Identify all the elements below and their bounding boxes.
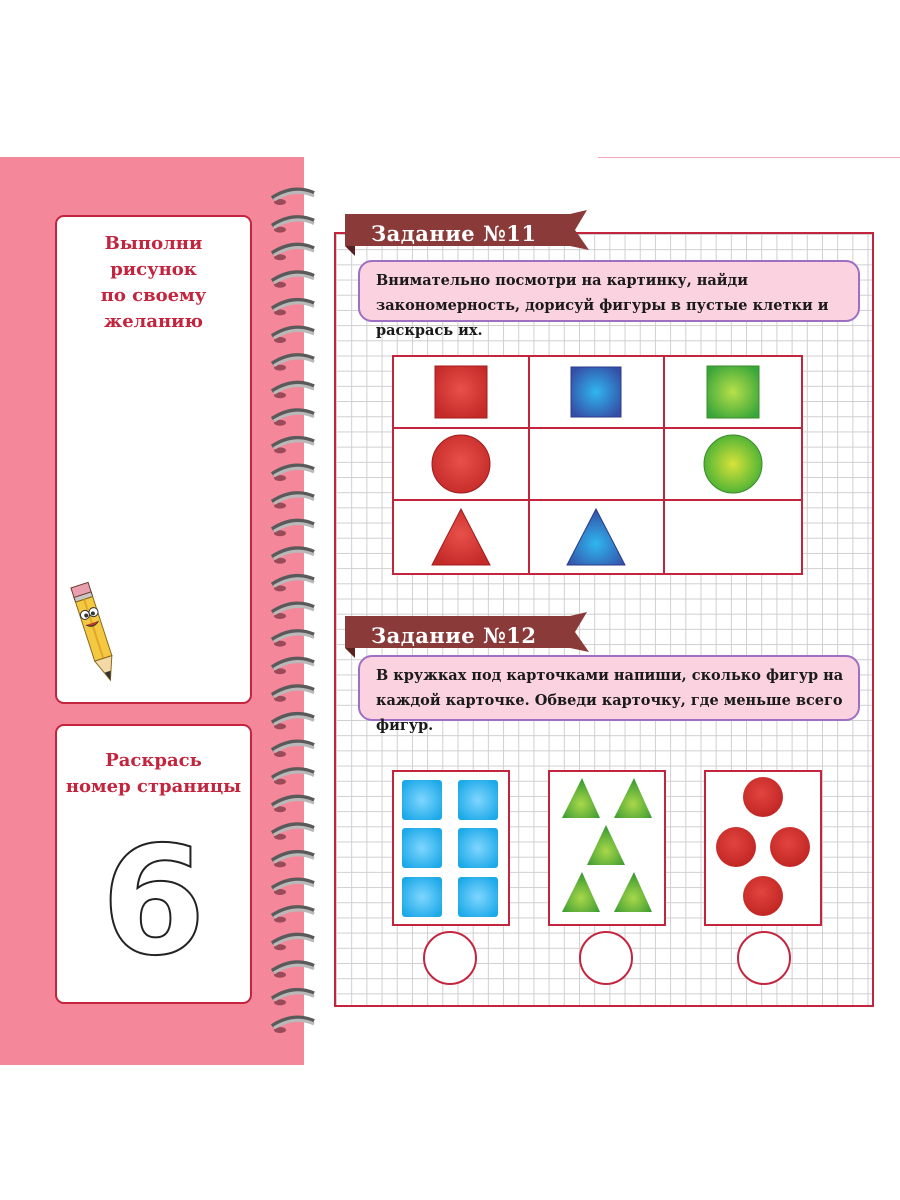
spiral-ring	[272, 852, 314, 868]
task12-card-circles[interactable]	[704, 770, 822, 926]
spiral-ring	[272, 548, 314, 564]
top-rule	[598, 157, 900, 158]
spiral-ring	[272, 272, 314, 288]
spiral-ring	[272, 603, 314, 619]
spiral-ring	[272, 217, 314, 233]
spiral-ring	[272, 189, 314, 205]
task11-instruction: Внимательно посмотри на картинку, найди закономерность, дорисуй фигуры в пустые клетки и раскрась их.	[358, 260, 860, 322]
task11-ribbon	[345, 210, 590, 260]
task11-cell-r2c2-empty[interactable]	[530, 429, 666, 501]
spiral-ring	[272, 686, 314, 702]
card-triangles-art	[550, 772, 664, 924]
spiral-ring	[272, 493, 314, 509]
green-square-icon	[703, 362, 763, 422]
answer-circle-squares[interactable]	[423, 931, 477, 985]
spiral-ring	[272, 300, 314, 316]
task11-cell-r3c3-empty[interactable]	[665, 501, 801, 573]
spiral-ring	[272, 327, 314, 343]
task11-cell-r1c2	[530, 357, 666, 429]
spiral-ring	[272, 659, 314, 675]
task12-card-triangles[interactable]	[548, 770, 666, 926]
spiral-ring	[272, 383, 314, 399]
task12-title: Задание №12	[371, 623, 537, 648]
red-circle-icon	[429, 432, 493, 496]
spiral-ring	[272, 935, 314, 951]
answer-circle-circles[interactable]	[737, 931, 791, 985]
spiral-ring	[272, 741, 314, 757]
spiral-ring	[272, 631, 314, 647]
spiral-ring	[272, 465, 314, 481]
spiral-ring	[272, 907, 314, 923]
task11-cell-r3c1	[394, 501, 530, 573]
answer-circle-triangles[interactable]	[579, 931, 633, 985]
task11-pattern-table	[392, 355, 803, 575]
free-drawing-title: Выполни рисунок по своему желанию	[100, 233, 207, 332]
task11-cell-r2c3	[665, 429, 801, 501]
spiral-ring	[272, 824, 314, 840]
spiral-ring	[272, 245, 314, 261]
page-number-outline[interactable]: 6	[101, 815, 206, 989]
spiral-ring	[272, 714, 314, 730]
spiral-ring	[272, 990, 314, 1006]
spiral-ring	[272, 769, 314, 785]
red-triangle-icon	[429, 506, 493, 568]
green-circle-icon	[701, 432, 765, 496]
task12-instruction: В кружках под карточками напиши, сколько фигур на каждой карточке. Обведи карточку, где меньше всего фигур.	[358, 655, 860, 721]
card-circles-art	[706, 772, 820, 924]
spiral-ring	[272, 1017, 314, 1033]
spiral-ring	[272, 797, 314, 813]
spiral-ring	[272, 438, 314, 454]
card-squares-art	[394, 772, 508, 924]
page-number-panel	[55, 724, 252, 1004]
spiral-ring	[272, 521, 314, 537]
spiral-ring	[272, 410, 314, 426]
spiral-ring	[272, 879, 314, 895]
task12-card-squares[interactable]	[392, 770, 510, 926]
spiral-binding	[268, 180, 318, 1040]
red-square-icon	[431, 362, 491, 422]
blue-triangle-icon	[564, 506, 628, 568]
pencil-mascot-icon	[64, 573, 124, 693]
task11-cell-r1c3	[665, 357, 801, 429]
task11-cell-r1c1	[394, 357, 530, 429]
task11-title: Задание №11	[371, 221, 537, 246]
spiral-ring	[272, 355, 314, 371]
task11-cell-r2c1	[394, 429, 530, 501]
spiral-ring	[272, 576, 314, 592]
task11-cell-r3c2	[530, 501, 666, 573]
spiral-ring	[272, 962, 314, 978]
blue-square-icon	[566, 362, 626, 422]
page-number-title: Раскрась номер страницы	[65, 750, 242, 797]
